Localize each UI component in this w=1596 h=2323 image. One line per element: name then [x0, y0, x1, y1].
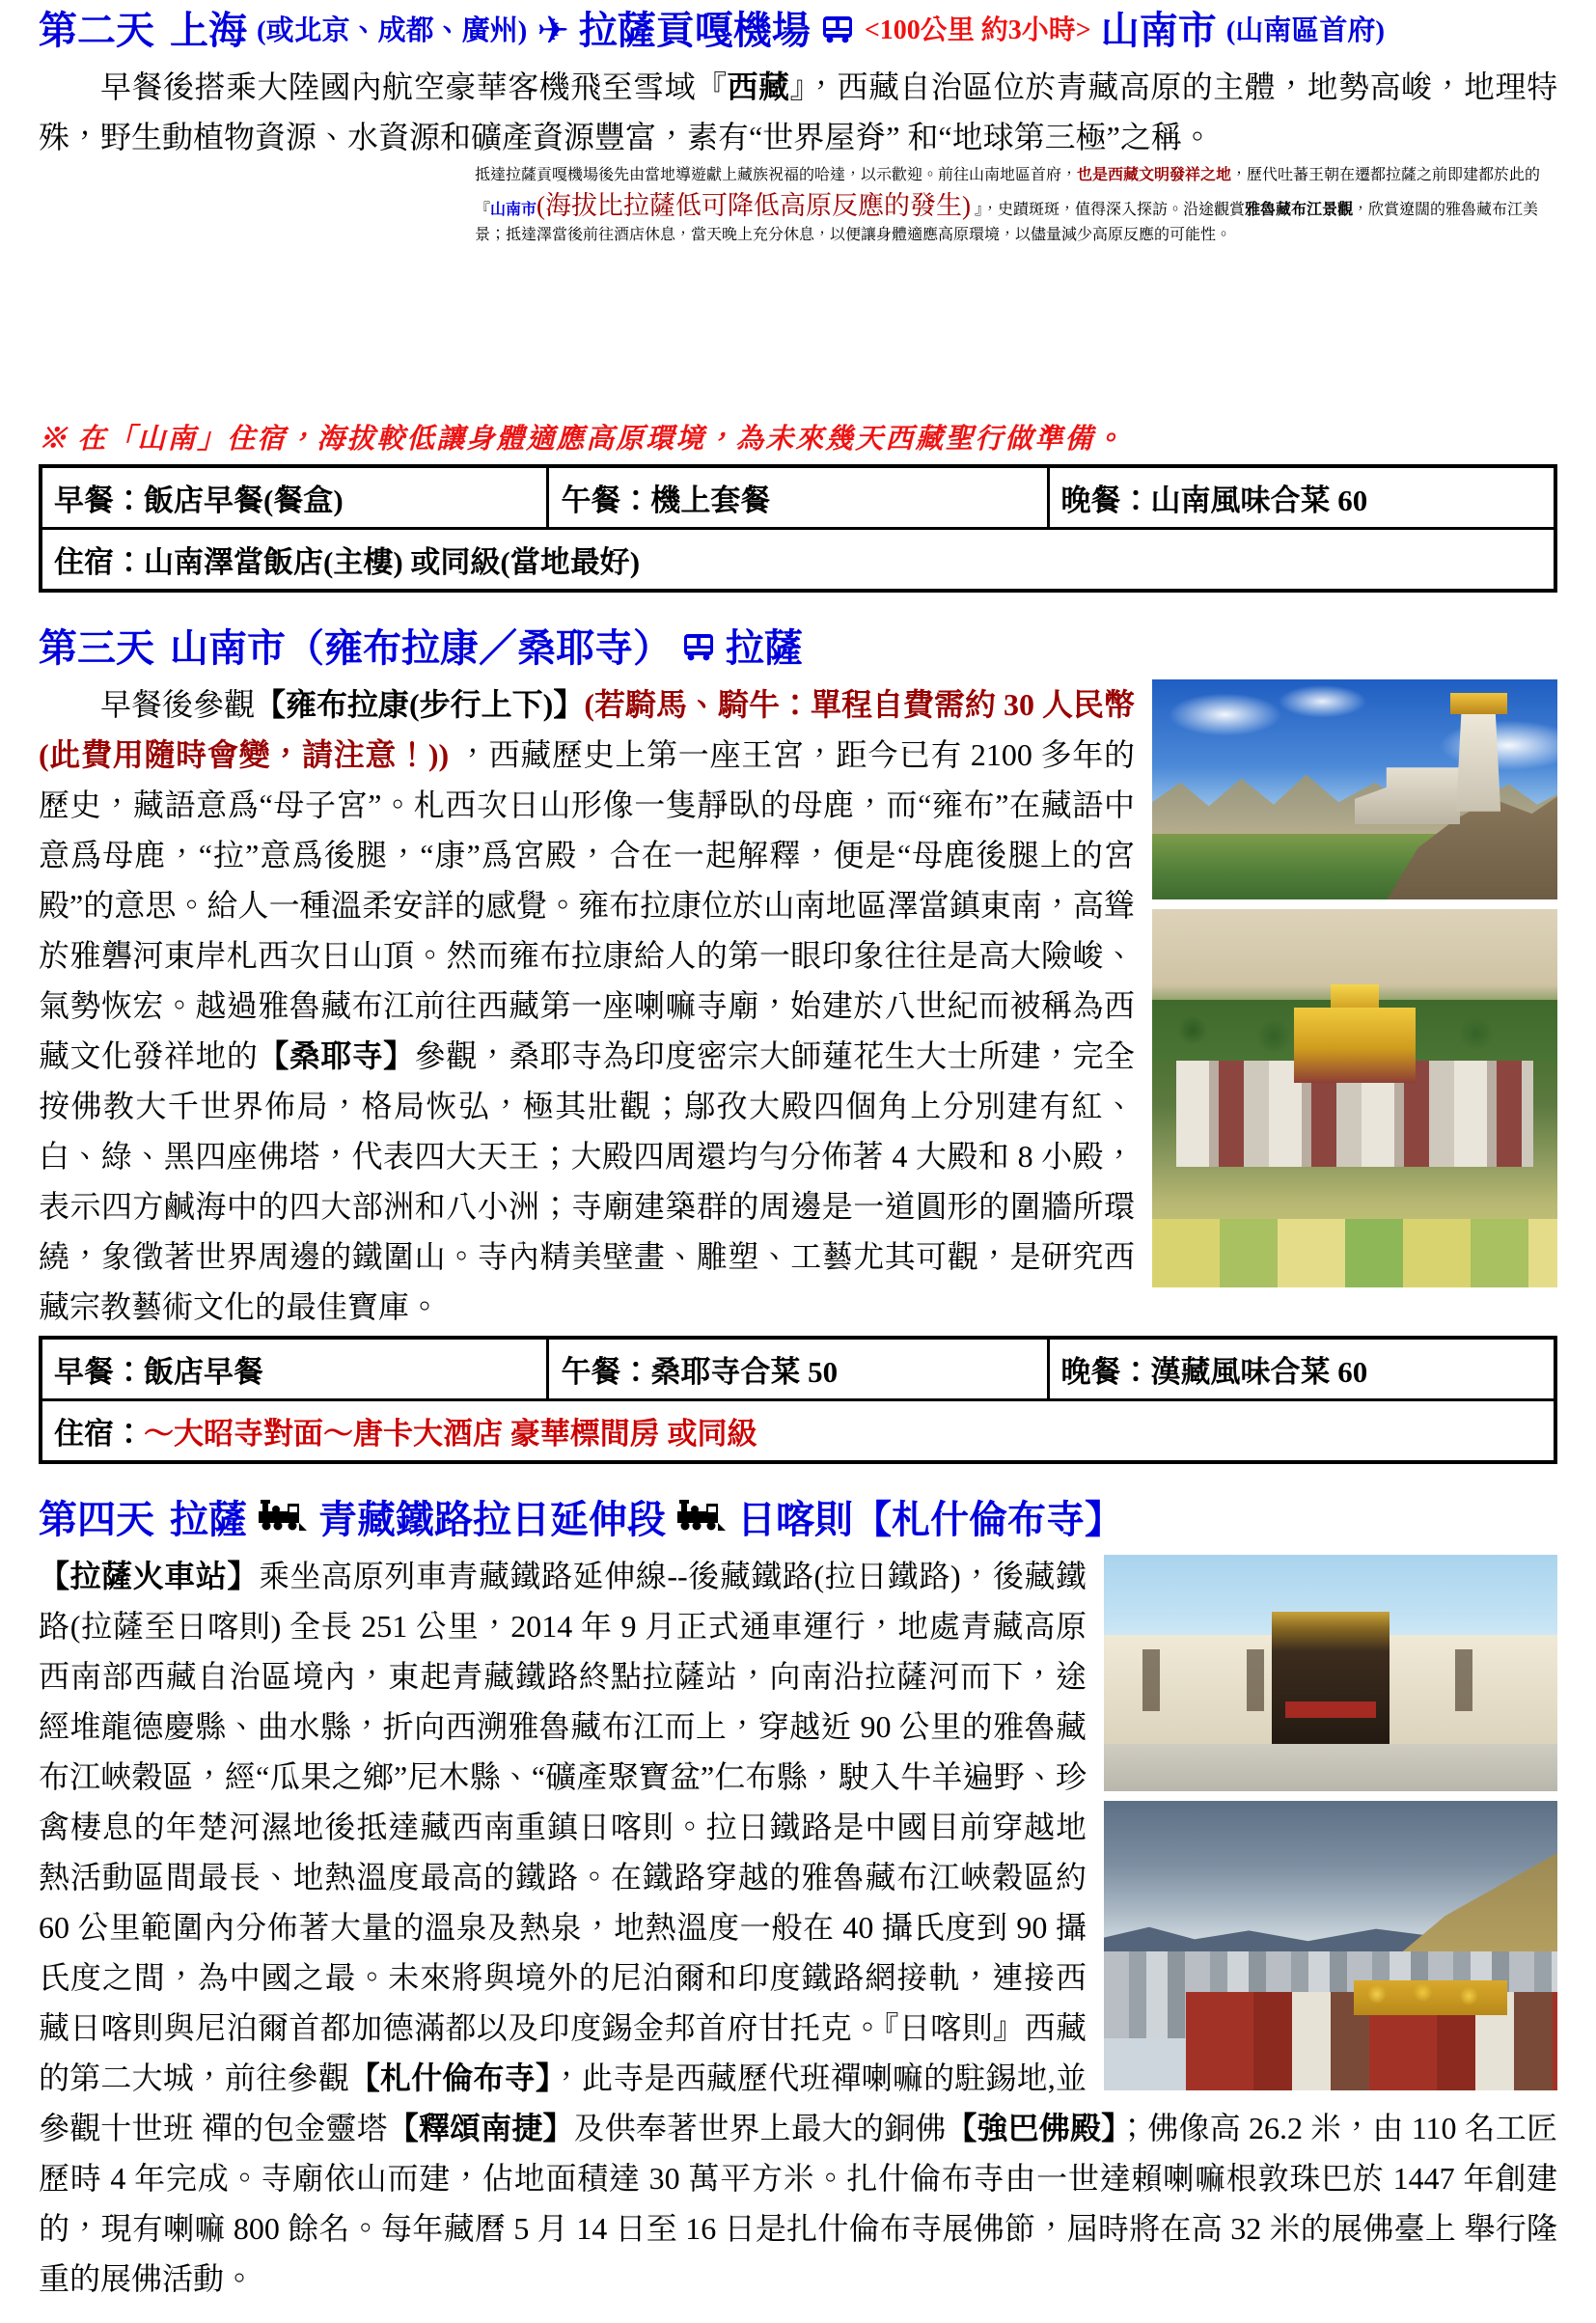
day2-seg6: ，歷代吐蕃王朝在遷都拉薩之前即建都於此的『	[475, 167, 1541, 218]
day4-mid: 青藏鐵路拉日延伸段	[318, 1498, 666, 1541]
bus-icon	[681, 623, 716, 674]
day2-seg3: 』，西藏自治區位於青藏高原的主體，地勢高峻，地理特殊，野生動植物資源、水資源和礦產資源豐富，素有“世界屋脊” 和“地球第三極”之稱。	[39, 69, 1557, 154]
station-entrance	[1272, 1612, 1390, 1744]
day4-seg3-tashilhunpo: 【札什倫布寺】	[348, 2060, 551, 2095]
day2-body	[39, 62, 1557, 403]
tashilhunpo-monastery-photo	[1104, 1801, 1557, 2090]
samye-monastery-photo	[1152, 909, 1557, 1287]
day2-seg2-tibet: 西藏	[727, 69, 790, 104]
day2-from-alt: (或北京、成都、廣州)	[257, 15, 528, 46]
day4-seg1-station: 【拉薩火車站】	[39, 1559, 259, 1593]
tashilhunpo-golden-roofs	[1354, 1980, 1508, 2015]
day2-from: 上海	[170, 9, 247, 52]
day4-body	[39, 1551, 1557, 2304]
day2-dinner-cell: 晚餐：山南風味合菜 60	[1048, 466, 1555, 529]
day3-body	[39, 679, 1557, 1332]
day4-from: 拉薩	[170, 1498, 247, 1541]
yumbulagang-tower-roof	[1450, 693, 1507, 715]
day2-meals-table	[39, 464, 1557, 593]
day4-seg6: 及供奉著世界上最大的銅佛	[573, 2111, 947, 2145]
day4-seg8: ；佛像高 26.2 米，由 110 名工匠歷時 4 年完成。寺廟依山而建，佔地面積達 30 萬平方米。扎什倫布寺由一世達賴喇嘛根敦珠巴於 1447 年創建 的，現有喇嘛 800 餘名。每年藏曆 5 月 14 日至 16 日是扎什倫布寺展佛節，屆時將在高 32 米的展佛臺上 舉行隆重的展佛活動。	[39, 2111, 1557, 2296]
day3-meals-table	[39, 1336, 1557, 1464]
table-row	[41, 529, 1555, 592]
day3-route: 山南市（雍布拉康／桑耶寺）	[170, 626, 672, 670]
day3-dinner-cell: 晚餐：漢藏風味合菜 60	[1048, 1338, 1555, 1400]
day2-heading	[39, 6, 1557, 56]
day4-seg2: 乘坐高原列車青藏鐵路延伸線--後藏鐵路(拉日鐵路)，後藏鐵路(拉薩至日喀則) 全長 251 公里，2014 年 9 月正式通車運行，地處青藏高原西南部西藏自治區境內，東起青藏鐵路終點拉薩站，向南沿拉薩河而下，途經堆龍德慶縣、曲水縣，折向西溯雅魯藏布江而上，穿越近 90 公里的雅魯藏布江峽穀區，經“瓜果之鄉”尼木縣、“礦產聚寶盆”仁布縣，駛入牛羊遍野、珍禽棲息的年楚河濕地後抵達藏西南重鎮日喀則。拉日鐵路是中國目前穿越地熱活動區間最長、地熱溫度最高的鐵路。在鐵路穿越的雅魯藏布江峽穀區約 60 公里範圍內分佈著大量的溫泉及熱泉，地熱溫度一般在 40 攝氏度到 90 攝氏度之間，為中國之最。未來將與境外的尼泊爾和印度鐵路網接軌，連接西藏日喀則與尼泊爾首都加德滿都以及印度錫金邦首府甘托克。『日喀則』西藏的第二大城，前往參觀	[39, 1559, 1087, 2095]
day2-seg4: 抵達拉薩貢嘎機場後先由當地導遊獻上藏族祝福的哈達，以示歡迎。前往山南地區首府，	[475, 167, 1078, 183]
day4-seg7-buddha-hall: 【強巴佛殿】	[946, 2111, 1117, 2145]
day3-seg2-yumbulagang: 【雍布拉康(步行上下)】	[255, 687, 585, 722]
day3-seg5-samye: 【桑耶寺】	[258, 1038, 415, 1073]
day2-seg11: ，欣賞遼闊的雅魯藏布江美景；抵達澤當後前往酒店休息，當天晚上充分休息，以便讓身體適應高原環境，以儘量減少高原反應的可能性。	[475, 202, 1539, 243]
day3-seg3-fee-note: (若騎馬、騎牛：單程自費需約 30 人民幣(此費用隨時會變，請注意！))	[39, 687, 1136, 772]
day2-paragraph	[39, 62, 1557, 162]
day2-seg7-city: 山南市	[490, 202, 537, 218]
day2-airport: 拉薩貢嘎機場	[578, 9, 811, 52]
day3-lunch-cell: 午餐：桑耶寺合菜 50	[548, 1338, 1048, 1400]
station-plaza	[1104, 1744, 1557, 1791]
yarlung-river-photo	[60, 172, 457, 396]
table-row	[41, 466, 1555, 529]
day3-seg6: 參觀，桑耶寺為印度密宗大師蓮花生大士所建，完全按佛教大千世界佈局，格局恢弘，極其壯觀；鄔孜大殿四個角上分別建有紅、白、綠、黑四座佛塔，代表四大天王；大殿四周還均勻分佈著 4 大殿和 8 小殿，表示四方鹹海中的四大部洲和八小洲；寺廟建築群的周邊是一道圓形的圍牆所環繞，象徵著世界周邊的鐵圍山。寺內精美壁畫、雕塑、工藝尤其可觀，是研究西藏宗教藝術文化的最佳寶庫。	[39, 1038, 1135, 1324]
day2-label: 第二天	[39, 9, 154, 52]
samye-main-temple	[1294, 1008, 1416, 1083]
day3-seg1: 早餐後參觀	[100, 687, 256, 722]
lhasa-railway-station-photo	[1104, 1555, 1557, 1791]
samye-fields	[1152, 1219, 1557, 1287]
day3-lodging-value: ～大昭寺對面～唐卡大酒店 豪華標間房 或同級	[144, 1417, 757, 1451]
yumbulagang-tower	[1456, 710, 1500, 812]
yumbulagang-photo	[1152, 679, 1557, 899]
table-row	[41, 1338, 1555, 1400]
steam-locomotive-icon	[257, 1495, 309, 1545]
station-banner	[1285, 1701, 1376, 1718]
day3-heading	[39, 623, 1557, 674]
day3-seg4: ，西藏歷史上第一座王宮，距今已有 2100 多年的歷史，藏語意爲“母子宮”。札西次日山形像一隻靜臥的母鹿，而“雍布”在藏語中意爲母鹿，“拉”意爲後腿，“康”爲宮殿，合在一起解釋，便是“母鹿後腿上的宮殿”的意思。給人一種溫柔安詳的感覺。雍布拉康位於山南地區澤當鎮東南，高聳於雅礱河東岸札西次日山頂。然而雍布拉康給人的第一眼印象往往是高大險峻、氣勢恢宏。越過雅魯藏布江前往西藏第一座喇嘛寺廟，始建於八世紀而被稱為西藏文化發祥地的	[39, 737, 1135, 1073]
day2-city-sub: (山南區首府)	[1225, 15, 1386, 46]
day4-dest: 日喀則【札什倫布寺】	[737, 1498, 1123, 1541]
day3-label: 第三天	[39, 626, 154, 670]
day3-dest: 拉薩	[726, 626, 803, 670]
airplane-icon: ✈	[537, 9, 569, 53]
day2-city: 山南市	[1100, 9, 1217, 52]
day2-lodging-cell: 住宿：山南澤當飯店(主樓) 或同級(當地最好)	[41, 529, 1555, 592]
steam-locomotive-icon	[675, 1495, 728, 1545]
day2-seg10-scenery: 雅魯藏布江景觀	[1245, 202, 1354, 218]
day2-transfer-note: <100公里 約3小時>	[864, 15, 1091, 45]
day2-seg9: 』，史蹟斑斑，值得深入探訪。沿途觀賞	[971, 202, 1246, 218]
day2-seg8-altitude-note: (海拔比拉薩低可降低高原反應的發生)	[537, 191, 972, 220]
day3-lodging-cell	[41, 1400, 1555, 1463]
day4-seg4: ，此寺是西藏歷代班禪喇嘛的駐錫地,並參觀十世班 禪的包金靈塔	[39, 2060, 1087, 2145]
table-row	[41, 1400, 1555, 1463]
day2-seg1: 早餐後搭乘大陸國內航空豪華客機飛至雪域『	[100, 69, 728, 104]
day2-altitude-remark: ※ 在「山南」住宿，海拔較低讓身體適應高原環境，為未來幾天西藏聖行做準備。	[39, 424, 1125, 455]
day2-lunch-cell: 午餐：機上套餐	[548, 466, 1048, 529]
day2-breakfast-cell: 早餐：飯店早餐(餐盒)	[41, 466, 548, 529]
day3-lodging-label: 住宿：	[54, 1417, 144, 1451]
day2-seg5-highlight: 也是西藏文明發祥之地	[1077, 167, 1232, 183]
day3-breakfast-cell: 早餐：飯店早餐	[41, 1338, 548, 1400]
day4-seg5-stupa: 【釋頌南捷】	[387, 2111, 574, 2145]
day4-heading	[39, 1495, 1557, 1545]
bus-icon	[820, 6, 855, 56]
day4-label: 第四天	[39, 1498, 154, 1541]
